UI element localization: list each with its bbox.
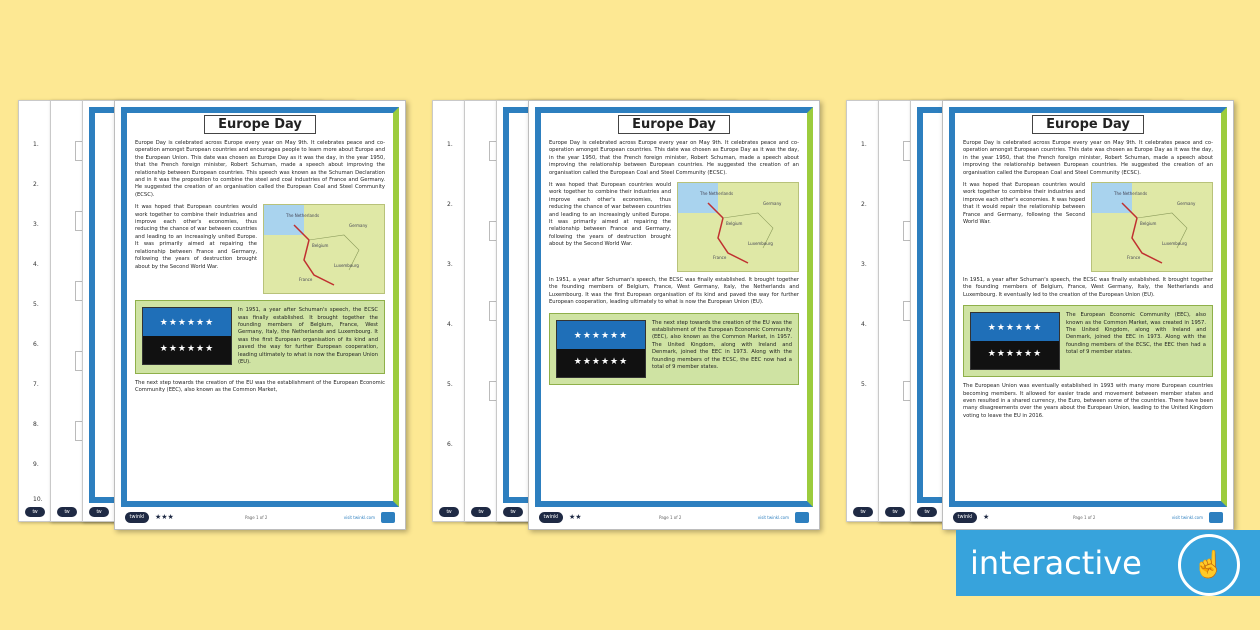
intro-paragraph: Europe Day is celebrated across Europe every year on May 9th. It celebrates peace and co-operation amongst European countries and encourages people to learn more about Europe and the European Union. This date was chosen as Europe Day as it was the day, in the year 1950, that the French foreign minister, Robert Schuman, made a speech about improving the relationship between European countries. This speech was known as the Schuman Declaration and in it was the proposition to combine the steel and coal industries of France and Germany. He suggested the creation of an organisation called the European Coal and Steel Community (ECSC). <box>135 140 385 198</box>
twinkl-logo-icon: twinkl <box>953 512 977 523</box>
page-number: Page 1 of 2 <box>1073 515 1096 520</box>
ecsc-paragraph: In 1951, a year after Schuman's speech, the ECSC was finally established. It brought together the founding members of Belgium, France, West Germany, Italy, the Netherlands and Luxembourg. It eventually led to the creation of the European Union (EU). <box>963 277 1213 298</box>
back-sheet-questions: 1. 2. 3. 4. 5. 6. 7. 8. 9. 10. tw <box>18 100 290 522</box>
map-label: Germany <box>349 223 368 229</box>
intro-paragraph: Europe Day is celebrated across Europe every year on May 9th. It celebrates peace and co-operation amongst European countries. This date was chosen as Europe Day as it was the day, in the year 1950, that the French foreign minister, Robert Schuman, made a speech about improving the relationship between European countries. He suggested the creation of an organisation called the European Coal and Steel Community (ECSC). <box>549 140 799 176</box>
map-label: Belgium <box>726 221 743 227</box>
difficulty-stars: ★★★ <box>155 513 174 521</box>
back-sheet-questions: 1. 2. 3. 4. 5. 6. tw <box>432 100 704 522</box>
map-label: Luxembourg <box>748 241 773 247</box>
map-label: Luxembourg <box>334 263 359 269</box>
hope-paragraph: It was hoped that European countries would work together to combine their industries and improve each other's economies. It was hoped that it would repair the relationship between France and Germany, following the Second World War. <box>963 182 1085 226</box>
intro-paragraph: Europe Day is celebrated across Europe every year on May 9th. It celebrates peace and co-operation amongst European countries. This date was chosen as Europe Day as it was the day, in the year 1950, that the French foreign minister, Robert Schuman, made a speech about improving the relationship between European countries. He suggested the creation of an organisation called the European Coal and Steel Community (ECSC). <box>963 140 1213 176</box>
hope-paragraph: It was hoped that European countries would work together to combine their industries and improve each other's economies, thus reducing the chance of war between countries and leading to an increasingly united Europe. It was primarily aimed at repairing the relationship between France and Germany, following the years of destruction brought about by the Second World War. <box>549 182 671 248</box>
europe-map-image <box>677 182 799 272</box>
twinkl-logo-icon: twinkl <box>125 512 149 523</box>
europe-map-image <box>1091 182 1213 272</box>
map-label: France <box>299 277 313 283</box>
worksheet-title: Europe Day <box>1032 115 1144 134</box>
eu-paragraph: The European Union was eventually established in 1993 with many more European countries becoming members. It allowed for easier trade and movement between member states and even resulted in a shared currency, the Euro, between some of the countries. There have been many disagreements over the years about the European Union, leading to the United Kingdom voting to leave the EU in 2016. <box>963 383 1213 419</box>
twinkl-logo-icon: tw <box>25 507 45 517</box>
info-box <box>549 313 799 385</box>
eu-flag-image: ★★★★★★ ★★★★★★ <box>142 307 232 365</box>
map-label: The Netherlands <box>1114 191 1148 197</box>
map-label: The Netherlands <box>700 191 734 197</box>
twinkl-logo-icon: tw <box>439 507 459 517</box>
info-box <box>135 300 385 373</box>
quality-badge-icon <box>795 512 809 523</box>
worksheet-stack-3 <box>846 100 1246 530</box>
info-box <box>963 305 1213 377</box>
difficulty-stars: ★ <box>983 513 990 521</box>
tap-hand-icon: ☝ <box>1178 534 1240 596</box>
eu-flag-image: ★★★★★★ ★★★★★★ <box>970 312 1060 370</box>
twinkl-logo-icon: tw <box>89 507 109 517</box>
map-label: Germany <box>1177 201 1196 207</box>
box-paragraph: The next step towards the creation of the EU was the establishment of the European Economic Community (EEC), also known as the Common Market, in 1957. The United Kingdom, along with Ireland and Denmark, joined the EEC in 1973. Along with the founding members of the ECSC, the EEC now had a total of 9 member states. <box>652 319 792 371</box>
twinkl-logo-icon: tw <box>503 507 523 517</box>
ecsc-paragraph: In 1951, a year after Schuman's speech, the ECSC was finally established. It brought together the founding members of Belgium, France, West Germany, Italy, the Netherlands and Luxembourg. It was the first European organisation of its kind and paved the way for further European cooperation, leading ultimately to what is now the European Union (EU). <box>549 277 799 306</box>
twinkl-logo-icon: tw <box>471 507 491 517</box>
quality-badge-icon <box>381 512 395 523</box>
page-footer <box>539 512 809 524</box>
twinkl-logo-icon: twinkl <box>539 512 563 523</box>
worksheet-stack-1 <box>18 100 418 530</box>
worksheet-title: Europe Day <box>618 115 730 134</box>
box-paragraph: In 1951, a year after Schuman's speech, the ECSC was finally established. It brought together the founding members of Belgium, France, West Germany, Italy, the Netherlands and Luxembourg. It was the first European organisation of its kind and paved the way for further European cooperation, leading ultimately to what is now the European Union (EU). <box>238 307 378 366</box>
site-link: visit twinkl.com <box>1171 515 1203 520</box>
worksheet-stack-2 <box>432 100 832 530</box>
eu-flag-image: ★★★★★★ ★★★★★★ <box>556 320 646 378</box>
page-number: Page 1 of 2 <box>245 515 268 520</box>
worksheet-title: Europe Day <box>204 115 316 134</box>
page-footer <box>953 512 1223 524</box>
map-label: The Netherlands <box>286 213 320 219</box>
site-link: visit twinkl.com <box>343 515 375 520</box>
difficulty-stars: ★★ <box>569 513 582 521</box>
next-step-paragraph: The next step towards the creation of the EU was the establishment of the European Economic Community (EEC), also known as the Common Market, <box>135 379 385 393</box>
map-label: France <box>713 255 727 261</box>
worksheet-front-page <box>942 100 1234 530</box>
site-link: visit twinkl.com <box>757 515 789 520</box>
twinkl-logo-icon: tw <box>853 507 873 517</box>
twinkl-logo-icon: tw <box>917 507 937 517</box>
map-label: Germany <box>763 201 782 207</box>
page-footer <box>125 512 395 524</box>
box-paragraph: The European Economic Community (EEC), also known as the Common Market, was created in 1957. The United Kingdom, along with Ireland and Denmark, joined the EEC in 1973. Along with the founding members of the ECSC, the EEC then had a total of 9 member states. <box>1066 312 1206 356</box>
europe-map-image <box>263 204 385 294</box>
map-label: Belgium <box>1140 221 1157 227</box>
map-label: France <box>1127 255 1141 261</box>
map-label: Luxembourg <box>1162 241 1187 247</box>
worksheet-front-page <box>114 100 406 530</box>
twinkl-logo-icon: tw <box>885 507 905 517</box>
hope-paragraph: It was hoped that European countries would work together to combine their industries and improve each other's economies, thus reducing the chance of war between countries and leading to an increasingly united Europe. It was primarily aimed at repairing the relationship between France and Germany, following the years of destruction brought about by the Second World War. <box>135 204 257 270</box>
interactive-label: interactive <box>970 544 1142 582</box>
page-number: Page 1 of 2 <box>659 515 682 520</box>
quality-badge-icon <box>1209 512 1223 523</box>
worksheet-front-page <box>528 100 820 530</box>
twinkl-logo-icon: tw <box>57 507 77 517</box>
interactive-badge <box>956 530 1260 596</box>
map-label: Belgium <box>312 243 329 249</box>
back-sheet-questions: 1. 2. 3. 4. 5. tw <box>846 100 1118 522</box>
